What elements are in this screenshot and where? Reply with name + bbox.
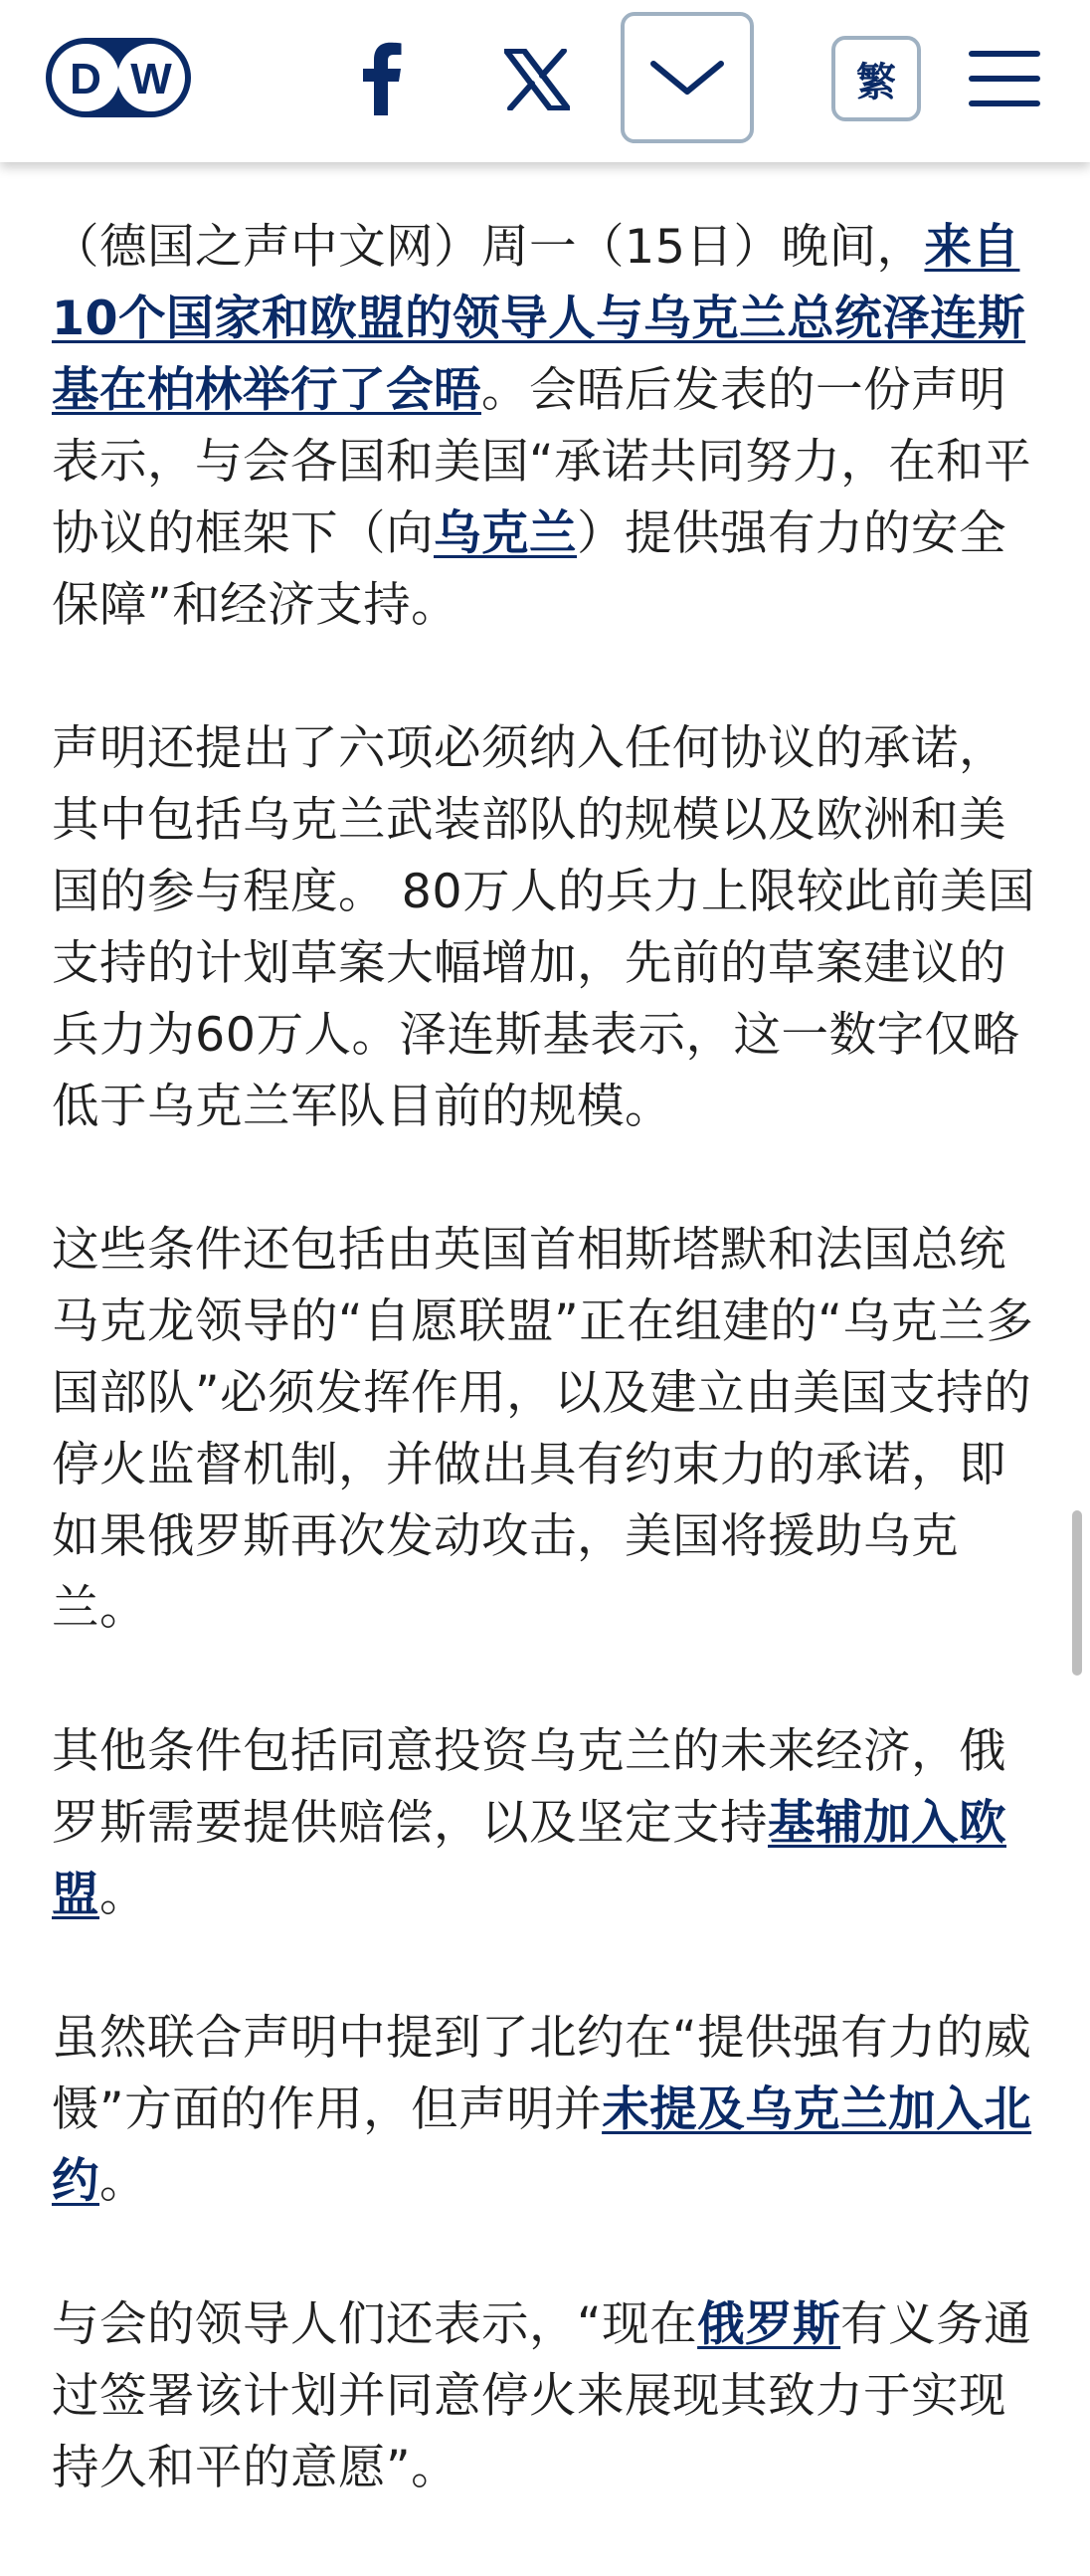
paragraph-text: 虽然联合声明中提到了北约在“提供强有力的威慑”方面的作用，但声明并 [52,2011,1032,2137]
link-leaders-meeting[interactable]: 来自10个国家和欧盟的领导人与乌克兰总统泽连斯基在柏林举行了会晤 [52,220,1026,418]
svg-text:D: D [70,55,101,103]
scrollbar[interactable] [1072,1510,1082,1676]
link-ukraine[interactable]: 乌克兰 [434,506,577,561]
chevron-down-icon [649,58,725,98]
x-icon[interactable] [497,40,577,119]
link-ukraine-nato[interactable]: 未提及乌克兰加入北约 [52,2082,1032,2209]
paragraph-3: 这些条件还包括由英国首相斯塔默和法国总统马克龙领导的“自愿联盟”正在组建的“乌克兰多国部队”必须发挥作用，以及建立由美国支持的停火监督机制，并做出具有约束力的承诺，即如果俄罗斯再次发动攻击，美国将援助乌克兰。 [52,1223,1034,1636]
paragraph-text: （德国之声中文网）周一（15日）晚间， [52,220,925,275]
paragraph-4 [52,1716,1046,1931]
paragraph-text: 。会晤后发表的一份声明表示，与会各国和美国“承诺共同努力，在和平协议的框架下（向 [52,363,1032,561]
paragraph-1 [52,212,1046,642]
top-header [0,0,1090,162]
menu-icon[interactable] [967,44,1042,113]
paragraph-5 [52,2003,1046,2218]
paragraph-text: 与会的领导人们还表示，“现在 [52,2297,698,2352]
dw-logo[interactable] [42,34,195,121]
link-russia[interactable]: 俄罗斯 [697,2297,841,2352]
paragraph-text: 其他条件包括同意投资乌克兰的未来经济，俄罗斯需要提供赔偿，以及坚定支持 [52,1724,1006,1851]
svg-text:W: W [130,55,172,103]
link-kyiv-eu[interactable]: 基辅加入欧盟 [52,1796,1006,1922]
paragraph-2: 声明还提出了六项必须纳入任何协议的承诺，其中包括乌克兰武装部队的规模以及欧洲和美国的参与程度。 80万人的兵力上限较此前美国支持的计划草案大幅增加，先前的草案建议的兵力为60万人。泽连斯基表示，这一数字仅略低于乌克兰军队目前的规模。 [52,721,1036,1134]
article-body [52,212,1046,2576]
paragraph-text: 。 [99,2154,147,2209]
facebook-icon[interactable] [350,38,414,119]
language-toggle-button[interactable]: 繁 [831,36,921,121]
paragraph-text: ）提供强有力的安全保障”和经济支持。 [52,506,1006,633]
paragraph-text: 有义务通过签署该计划并同意停火来展现其致力于实现持久和平的意愿”。 [52,2297,1032,2495]
paragraph-6 [52,2289,1046,2504]
share-toggle-button[interactable] [621,12,754,143]
paragraph-text: 。 [99,1868,147,1922]
